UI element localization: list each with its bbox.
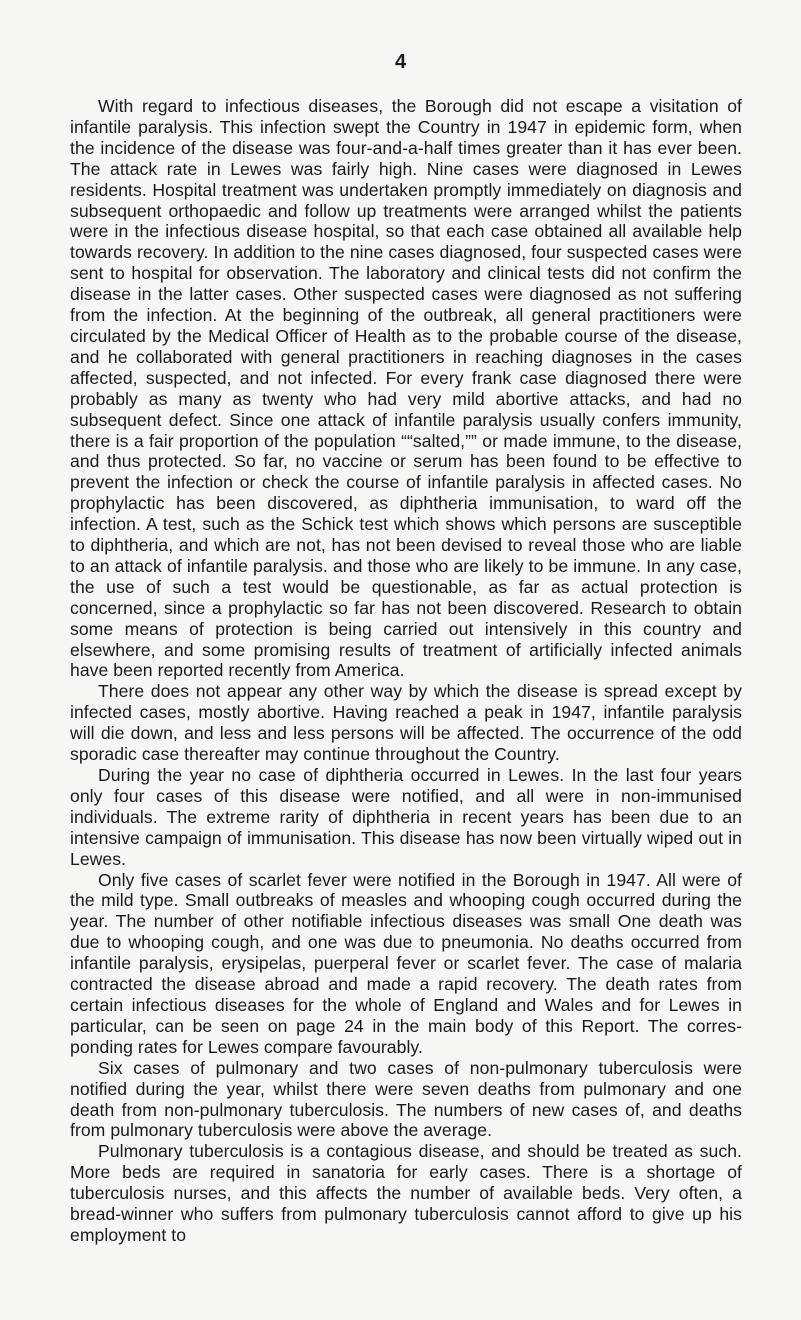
- paragraph-disease-spread: There does not appear any other way by which the disease is spread except by infected cases, mostly abortive. Having reached a peak in 1947, infantile paralysis will die down, and less and less persons will be affected. The occurrence of the odd sporadic case thereafter may continue throughout the Country.: [70, 681, 742, 765]
- paragraph-tuberculosis-cases: Six cases of pulmonary and two cases of non-pulmonary tuberculosis were notified during the year, whilst there were seven deaths from pulmonary and one death from non-pulmonary tuberculosis. The numbers of new cases of, and deaths from pulmonary tuberculosis were above the average.: [70, 1057, 742, 1141]
- page-number: 4: [394, 51, 407, 73]
- paragraph-pulmonary-tuberculosis: Pulmonary tuberculosis is a contagious disease, and should be treated as such. More beds are required in sanatoria for early cases. There is a shortage of tuberculosis nurses, and this affects the number of available beds. Very often, a bread-winner who suffers from pulmonary tuberculosis cannot afford to give up his employment to: [70, 1141, 742, 1245]
- paragraph-infantile-paralysis: With regard to infectious diseases, the Borough did not escape a visitation of infantile paralysis. This infection swept the Country in 1947 in epidemic form, when the incidence of the disease was four-and-a-half times greater than it has ever been. The attack rate in Lewes was fairly high. Nine cases were diagnosed in Lewes residents. Hospital treatment was undertaken promptly immediately on diagnosis and subsequent orthopaedic and follow up treatments were arranged whilst the patients were in the infectious disease hospital, so that each case obtained all available help towards recovery. In addition to the nine cases diagnosed, four suspected cases were sent to hospital for observation. The laboratory and clinical tests did not confirm the disease in the latter cases. Other suspected cases were diagnosed as not suffering from the infection. At the beginning of the outbreak, all general practitioners were circulated by the Medical Officer of Health as to the probable course of the disease, and he collaborated with general practitioners in reaching diagnoses in the cases affected, suspected, and not infected. For every frank case diagnosed there were probably as many as twenty who had very mild abortive attacks, and had no subsequent defect. Since one attack of infantile paralysis usually confers immunity, there is a fair proportion of the population ““salted,”” or made immune, to the disease, and thus protected. So far, no vaccine or serum has been found to be effective to prevent the infection or check the course of infantile paralysis in affected cases. No prophylactic has been discovered, as diphtheria immunisation, to ward off the infection. A test, such as the Schick test which shows which persons are susceptible to diphtheria, and which are not, has not been devised to reveal those who are liable to an attack of infantile paralysis. and those who are likely to be immune. In any case, the use of such a test would be questionable, as far as actual protection is concerned, since a prophylactic so far has not been discovered. Research to obtain some means of protection is being carried out intensively in this country and elsewhere, and some promising results of treatment of artificially infected animals have been reported recently from America.: [70, 96, 742, 681]
- paragraph-scarlet-fever: Only five cases of scarlet fever were notified in the Borough in 1947. All were of the mild type. Small outbreaks of measles and whooping cough occurred during the year. The number of other notifiable infectious diseases was small One death was due to whooping cough, and one was due to pneumonia. No deaths occurred from infantile paralysis, erysipelas, puerperal fever or scarlet fever. The case of malaria contracted the disease abroad and made a rapid recovery. The death rates from certain infectious diseases for the whole of England and Wales and for Lewes in particular, can be seen on page 24 in the main body of this Report. The corresponding rates for Lewes compare favourably.: [70, 869, 742, 1057]
- report-body: [70, 96, 742, 1246]
- paragraph-diphtheria: During the year no case of diphtheria occurred in Lewes. In the last four years only four cases of this disease were notified, and all were in non-immunised individuals. The extreme rarity of diphtheria in recent years has been due to an intensive campaign of immunisation. This disease has now been virtually wiped out in Lewes.: [70, 765, 742, 869]
